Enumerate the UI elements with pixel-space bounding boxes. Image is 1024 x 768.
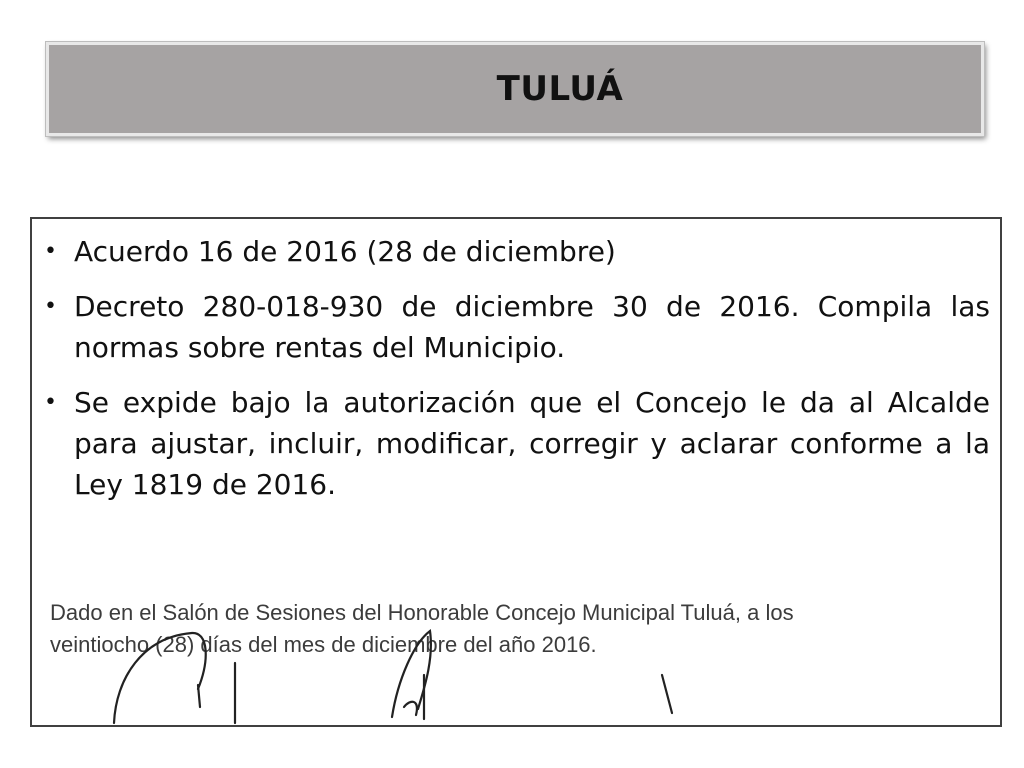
content-box: [30, 217, 1002, 727]
bullet-dot-icon: •: [44, 390, 57, 415]
signature-stroke-middle-hook: [404, 702, 417, 715]
signature-stroke-left: [114, 633, 206, 723]
bullet-text: Se expide bajo la autorización que el Concejo le da al Alcalde para ajustar, incluir, modificar, corregir y aclarar conforme a la Ley 1819 de 2016.: [74, 386, 990, 501]
bullet-text: Decreto 280-018-930 de diciembre 30 de 2016. Compila las normas sobre rentas del Municipio.: [74, 290, 990, 364]
bullet-dot-icon: •: [44, 294, 57, 319]
bullet-text: Acuerdo 16 de 2016 (28 de diciembre): [74, 235, 616, 268]
signature-stroke-left-tick: [198, 685, 200, 707]
signature-stroke-right: [662, 675, 672, 713]
slide-title: TULUÁ: [496, 69, 624, 109]
scanned-line-1: Dado en el Salón de Sesiones del Honorable Concejo Municipal Tuluá, a los: [50, 600, 794, 625]
signature-strokes: [32, 619, 1000, 725]
scanned-line-2: veintiocho (28) días del mes de diciembre del año 2016.: [50, 632, 597, 657]
title-bar: [46, 42, 984, 136]
bullet-item-autorizacion: [44, 382, 990, 505]
bullet-item-decreto: [44, 286, 990, 368]
bullet-list: [44, 231, 990, 519]
bullet-item-acuerdo: [44, 231, 990, 272]
bullet-dot-icon: •: [44, 239, 57, 264]
